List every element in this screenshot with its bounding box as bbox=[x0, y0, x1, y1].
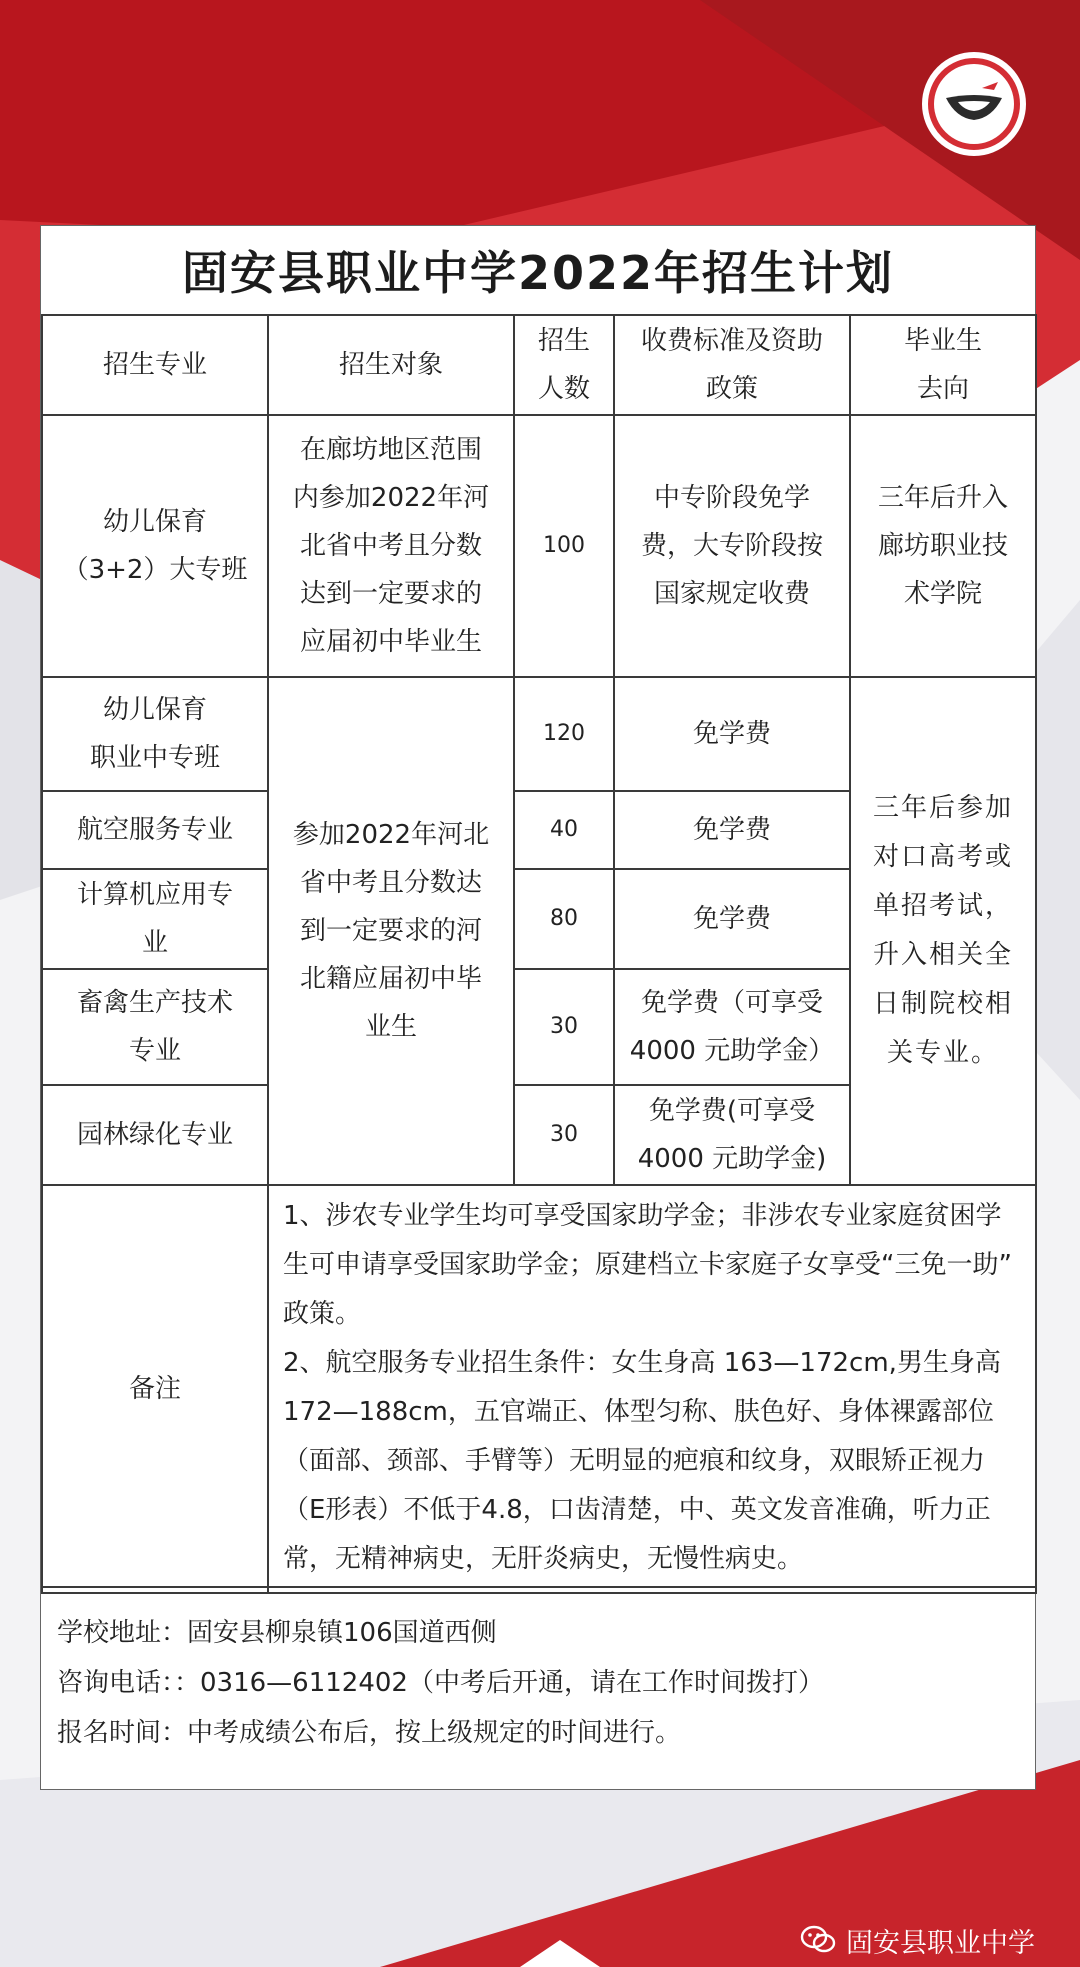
wechat-account-watermark bbox=[800, 1920, 1035, 1960]
registration-time: 报名时间：中考成绩公布后，按上级规定的时间进行。 bbox=[57, 1718, 682, 1748]
header-target: 招生对象 bbox=[268, 315, 514, 415]
enrollment-table bbox=[41, 314, 1037, 1594]
row2-count: 120 bbox=[514, 677, 614, 791]
note-2: 2、航空服务专业招生条件：女生身高 163—172cm,男生身高 172—188cm，五官端正、体型匀称、肤色好、身体裸露部位（面部、颈部、手臂等）无明显的疤痕和纹身，双眼矫正视力（E形表）不低于4.8，口齿清楚，中、英文发音准确，听力正常，无精神病史，无肝炎病史，无慢性病史。 bbox=[283, 1348, 1001, 1574]
row1-destination: 三年后升入 廊坊职业技 术学院 bbox=[850, 415, 1036, 677]
row5-fee: 免学费（可享受 4000 元助学金） bbox=[614, 969, 850, 1085]
header-destination: 毕业生 去向 bbox=[850, 315, 1036, 415]
row2-major: 幼儿保育 职业中专班 bbox=[42, 677, 268, 791]
table-header-row bbox=[42, 315, 1036, 415]
table-row bbox=[42, 677, 1036, 791]
header-count: 招生 人数 bbox=[514, 315, 614, 415]
consult-phone: 咨询电话：：0316—6112402（中考后开通，请在工作时间拨打） bbox=[57, 1668, 824, 1698]
notes-row bbox=[42, 1185, 1036, 1593]
row2-fee: 免学费 bbox=[614, 677, 850, 791]
row1-target: 在廊坊地区范围 内参加2022年河 北省中考且分数 达到一定要求的 应届初中毕业生 bbox=[268, 415, 514, 677]
header-major: 招生专业 bbox=[42, 315, 268, 415]
row1-count: 100 bbox=[514, 415, 614, 677]
row4-count: 80 bbox=[514, 869, 614, 969]
page-title: 固安县职业中学2022年招生计划 bbox=[181, 246, 895, 300]
row1-major: 幼儿保育 （3+2）大专班 bbox=[42, 415, 268, 677]
row3-major: 航空服务专业 bbox=[42, 791, 268, 869]
row5-count: 30 bbox=[514, 969, 614, 1085]
row3-fee: 免学费 bbox=[614, 791, 850, 869]
group-target: 参加2022年河北 省中考且分数达 到一定要求的河 北籍应届初中毕 业生 bbox=[268, 677, 514, 1185]
enrollment-plan-card bbox=[40, 225, 1036, 1790]
row6-count: 30 bbox=[514, 1085, 614, 1185]
note-1: 1、涉农专业学生均可享受国家助学金；非涉农专业家庭贫困学生可申请享受国家助学金；原建档立卡家庭子女享受“三免一助” 政策。 bbox=[283, 1201, 1012, 1329]
logo-emblem-icon bbox=[928, 58, 1020, 150]
row4-major: 计算机应用专 业 bbox=[42, 869, 268, 969]
brand-name: 固安县职业中学 bbox=[846, 1927, 1035, 1959]
school-logo bbox=[922, 52, 1026, 156]
row1-fee: 中专阶段免学 费，大专阶段按 国家规定收费 bbox=[614, 415, 850, 677]
row6-fee: 免学费(可享受 4000 元助学金) bbox=[614, 1085, 850, 1185]
school-address: 学校地址：固安县柳泉镇106国道西侧 bbox=[57, 1618, 497, 1648]
row4-fee: 免学费 bbox=[614, 869, 850, 969]
notes-content bbox=[268, 1185, 1036, 1593]
header-fee: 收费标准及资助 政策 bbox=[614, 315, 850, 415]
row3-count: 40 bbox=[514, 791, 614, 869]
contact-info bbox=[41, 1586, 1035, 1789]
table-row bbox=[42, 415, 1036, 677]
row5-major: 畜禽生产技术 专业 bbox=[42, 969, 268, 1085]
group-destination: 三年后参加 对口高考或 单招考试， 升入相关全 日制院校相 关专业。 bbox=[850, 677, 1036, 1185]
row6-major: 园林绿化专业 bbox=[42, 1085, 268, 1185]
notes-label: 备注 bbox=[42, 1185, 268, 1593]
wechat-icon bbox=[800, 1924, 836, 1956]
